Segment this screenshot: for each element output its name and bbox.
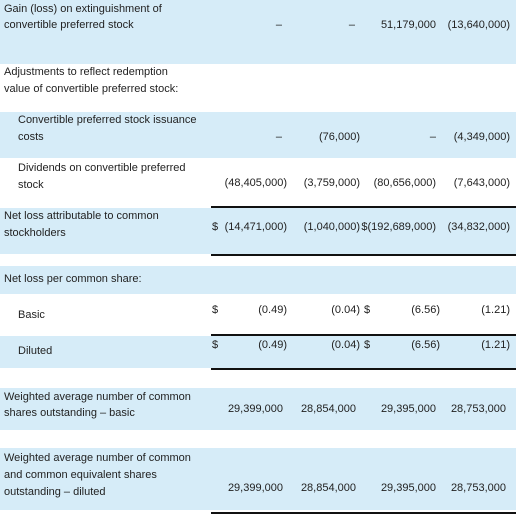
row-per-share-header (0, 266, 516, 294)
cell-col4: (1.21) (481, 304, 510, 316)
cell-col1: – (275, 19, 282, 31)
cell-col2: 28,854,000 (300, 403, 356, 415)
row-label: Net loss per common share: (4, 273, 142, 285)
cell-col3: 51,179,000 (380, 19, 436, 31)
cell-col2: (76,000) (319, 131, 360, 143)
row-label: outstanding – diluted (4, 486, 106, 498)
row-label: Gain (loss) on extinguishment of (4, 3, 162, 15)
row-diluted (0, 336, 516, 368)
cell-col4: 28,753,000 (450, 482, 506, 494)
cell-col3: 29,395,000 (380, 403, 436, 415)
row-adjustments-header (0, 64, 516, 112)
spacer-band (0, 48, 516, 64)
cell-col4: (34,832,000) (447, 221, 510, 233)
cell-col3: – (429, 131, 436, 143)
cell-col3: 29,395,000 (380, 482, 436, 494)
cell-col3: (80,656,000) (373, 177, 436, 189)
row-label: Basic (18, 309, 45, 321)
cell-col3: (6.56) (411, 304, 440, 316)
cell-col1: (0.49) (258, 304, 287, 316)
row-label: value of convertible preferred stock: (4, 83, 179, 95)
row-label: Weighted average number of common (4, 452, 191, 464)
row-label: Net loss attributable to common (4, 210, 159, 222)
row-label: costs (18, 131, 44, 143)
dollar-sign: $ (364, 304, 371, 316)
cell-col2: 28,854,000 (300, 482, 356, 494)
dollar-sign: $ (212, 304, 219, 316)
row-label: Convertible preferred stock issuance (18, 114, 197, 126)
row-label: Weighted average number of common (4, 391, 191, 403)
cell-col2: (3,759,000) (303, 177, 360, 189)
row-label: shares outstanding – basic (4, 407, 135, 419)
row-label: Diluted (18, 345, 53, 357)
cell-col4: 28,753,000 (450, 403, 506, 415)
row-dividends (0, 158, 516, 206)
row-net-loss-attributable (0, 208, 516, 254)
row-label: Adjustments to reflect redemption (4, 66, 168, 78)
cell-col1: (14,471,000) (224, 221, 287, 233)
cell-col2: – (348, 19, 355, 31)
cell-col4: (13,640,000) (447, 19, 510, 31)
cell-col1: 29,399,000 (227, 482, 283, 494)
cell-col2: (1,040,000) (303, 221, 360, 233)
cell-col4: (7,643,000) (453, 177, 510, 189)
row-label: and common equivalent shares (4, 469, 157, 481)
dollar-sign: $ (212, 339, 219, 351)
row-gain-loss (0, 0, 516, 48)
cell-col3: (6.56) (411, 339, 440, 351)
cell-col1: 29,399,000 (227, 403, 283, 415)
cell-col2: (0.04) (331, 339, 360, 351)
diluted-rule (211, 368, 516, 370)
cell-col4: (1.21) (481, 339, 510, 351)
row-weighted-basic (0, 388, 516, 430)
dollar-sign: $ (364, 339, 371, 351)
row-label: stockholders (4, 227, 66, 239)
cell-col1: – (275, 131, 282, 143)
row-label: convertible preferred stock (4, 19, 134, 31)
row-basic (0, 294, 516, 334)
cell-col4: (4,349,000) (453, 131, 510, 143)
total-rule (211, 254, 516, 256)
cell-col1: (0.49) (258, 339, 287, 351)
weighted-rule (211, 512, 516, 514)
cell-col3: $(192,689,000) (361, 221, 436, 233)
cell-col1: (48,405,000) (224, 177, 287, 189)
row-label: stock (18, 179, 44, 191)
dollar-sign: $ (212, 221, 219, 233)
row-issuance-costs (0, 112, 516, 158)
row-weighted-diluted (0, 448, 516, 510)
cell-col2: (0.04) (331, 304, 360, 316)
row-label: Dividends on convertible preferred (18, 162, 186, 174)
